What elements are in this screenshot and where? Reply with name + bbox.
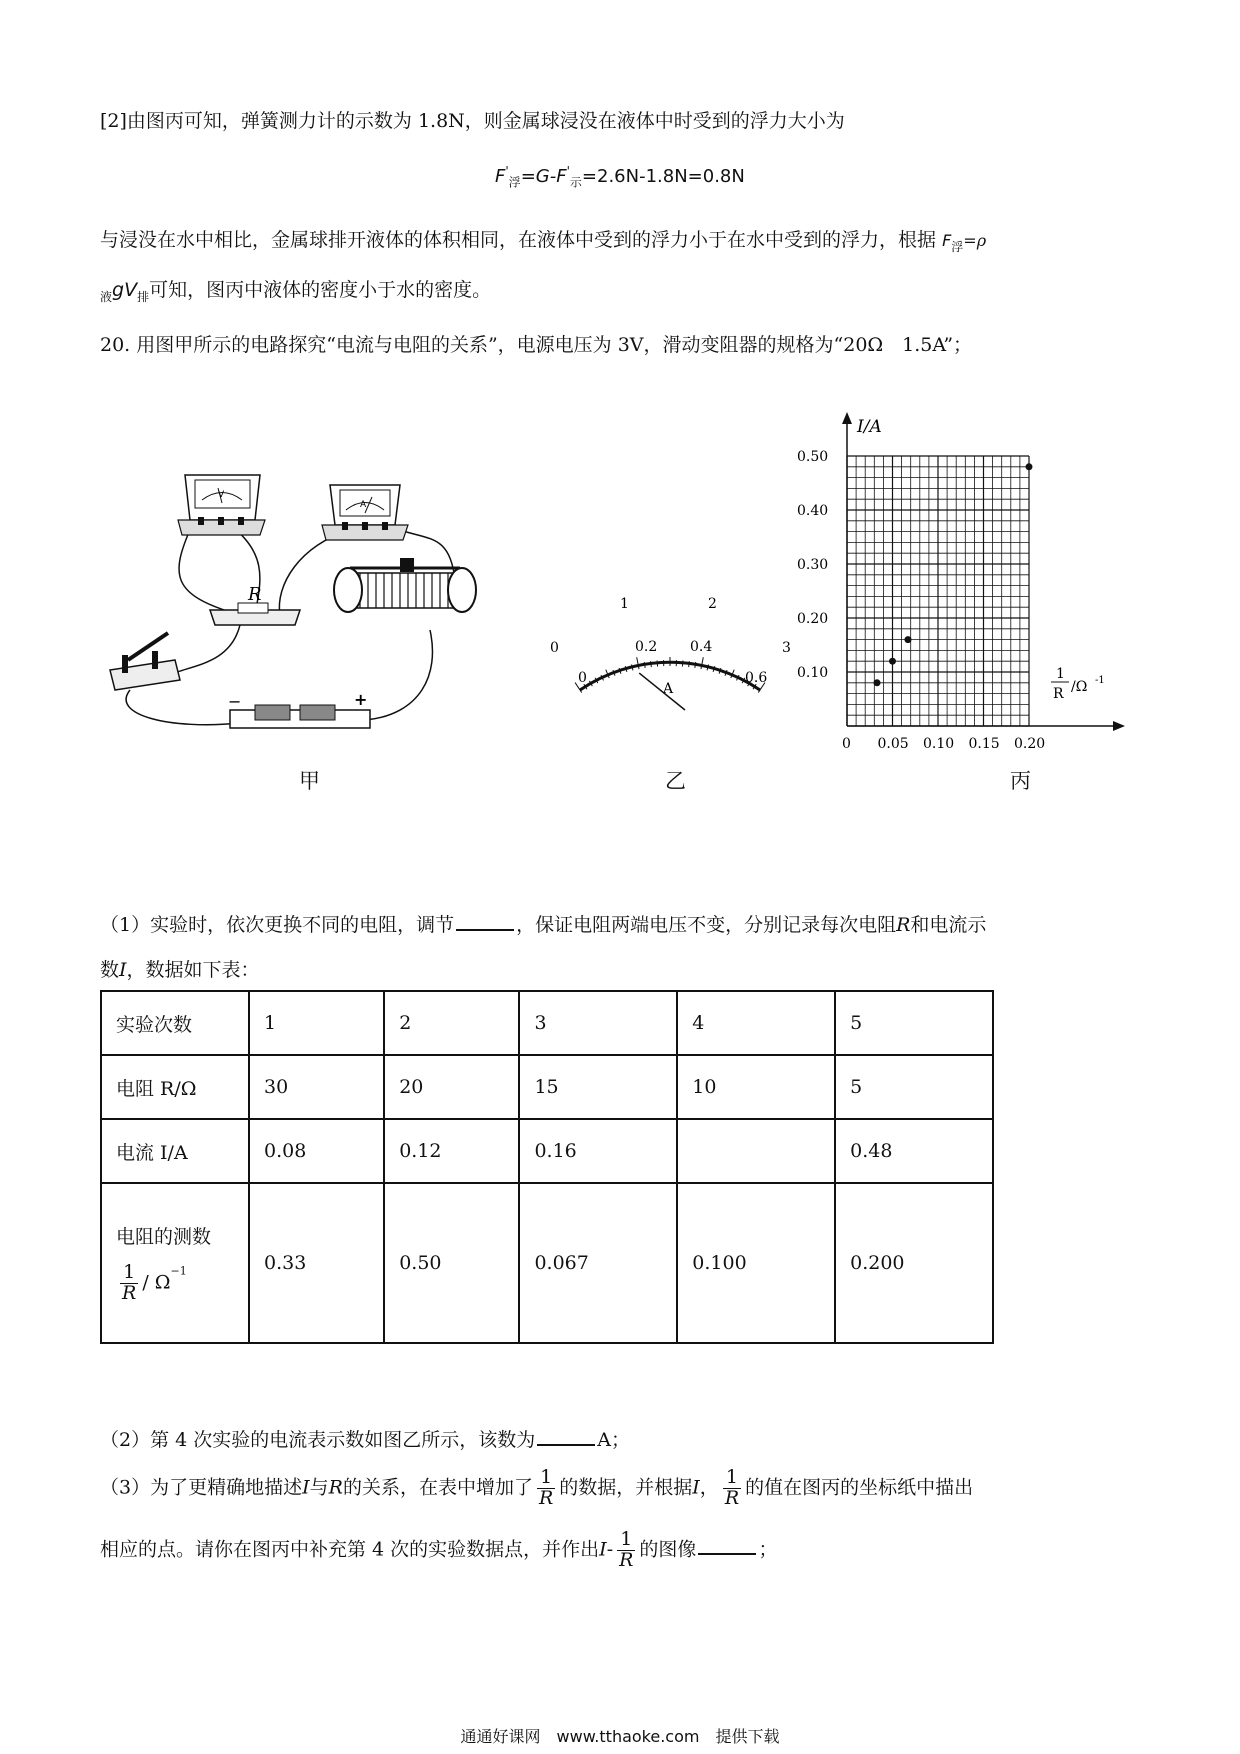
caption-bing: 丙	[1010, 769, 1031, 793]
inner-label-0: 0	[578, 670, 587, 686]
sub-question-3-line-2	[100, 1530, 777, 1571]
sub3-i-3: I	[599, 1538, 607, 1561]
scale-tick	[637, 657, 639, 669]
ammeter-scale-figure	[530, 580, 810, 730]
sub-question-3-line-1	[100, 1468, 973, 1509]
table-cell: 4	[677, 991, 835, 1055]
table-cell: 5	[835, 991, 993, 1055]
voltmeter-label: V	[218, 490, 225, 500]
data-point	[889, 658, 896, 665]
data-point	[874, 679, 881, 686]
sub1-line2-post: ，数据如下表：	[126, 959, 260, 981]
table-row-inverse-resistance	[101, 1183, 993, 1343]
table-cell: 0.16	[519, 1119, 677, 1183]
ammeter-label: A	[360, 500, 367, 510]
p2-gv: gV	[112, 279, 138, 301]
x-tick-label: 0.20	[1014, 736, 1046, 752]
table-cell: 1	[249, 991, 384, 1055]
inverse-r-unit: / Ω	[142, 1271, 171, 1294]
x-axis-label	[1051, 666, 1105, 702]
p2-f: F	[942, 231, 952, 250]
x-tick-label: 0.10	[923, 736, 955, 752]
p2-text-2: 可知，图丙中液体的密度小于水的密度。	[149, 279, 492, 301]
footer: 通通好课网 www.tthaoke.com 提供下载	[460, 1727, 780, 1746]
outer-label-3: 3	[782, 640, 791, 656]
battery-box	[228, 690, 370, 728]
table-cell: 电流 I/A	[101, 1119, 249, 1183]
table-cell: 0.33	[249, 1183, 384, 1343]
sub3-f: 的值在图丙的坐标纸中描出	[745, 1476, 974, 1499]
y-tick-label: 0.10	[797, 665, 829, 681]
sub1-post: ，保证电阻两端电压不变，分别记录每次电阻	[516, 914, 897, 936]
sub1-i: I	[119, 959, 127, 981]
answer-blank-3[interactable]	[698, 1535, 756, 1555]
inverse-r-fraction	[120, 1263, 138, 1304]
answer-blank-1[interactable]	[456, 911, 514, 931]
table-cell: 3	[519, 991, 677, 1055]
sub1-pre: （1）实验时，依次更换不同的电阻，调节	[100, 914, 455, 936]
sub-question-1-line-1	[100, 910, 986, 937]
table-cell: 0.50	[384, 1183, 519, 1343]
table-cell: 电阻 R/Ω	[101, 1055, 249, 1119]
sub1-r: R	[896, 914, 911, 936]
caption-jia: 甲	[299, 769, 320, 793]
sub1-line2-pre: 数	[100, 959, 120, 981]
sub3-r: R	[328, 1476, 343, 1499]
circuit-figure	[110, 455, 490, 755]
question-20: 20. 用图甲所示的电路探究“电流与电阻的关系”，电源电压为 3V，滑动变阻器的规格为“20Ω 1.5A”；	[100, 334, 973, 356]
table-cell: 0.08	[249, 1119, 384, 1183]
formula-f1: F	[495, 166, 506, 187]
table-cell: 10	[677, 1055, 835, 1119]
outer-label-2: 2	[708, 596, 717, 612]
x-tick-labels	[842, 736, 1045, 752]
data-point	[904, 636, 911, 643]
table-cell: 2	[384, 991, 519, 1055]
sub3-frac-1-den: R	[538, 1486, 554, 1509]
formula-sub-fu: 浮	[508, 175, 521, 190]
table-cell-inverse-r-label	[101, 1183, 249, 1343]
x-label-exp: -1	[1095, 675, 1105, 686]
sub-question-1-line-2	[100, 955, 260, 982]
p2-sub-ye: 液	[100, 289, 113, 304]
table-cell: 0.067	[519, 1183, 677, 1343]
resistor-label: R	[248, 584, 262, 605]
table-cell: 0.12	[384, 1119, 519, 1183]
sub3-e: ，	[699, 1476, 719, 1499]
para-2-text: 与浸没在水中相比，金属球排开液体的体积相同，在液体中受到的浮力小于在水中受到的浮力，根据	[100, 229, 937, 251]
inverse-r-frac-num: 1	[120, 1263, 138, 1284]
sub3-frac-2-num: 1	[723, 1468, 741, 1489]
sub3-i-2: I	[692, 1476, 700, 1499]
p2-sub-pai: 排	[137, 289, 150, 304]
inner-label-1: 0.2	[635, 639, 658, 655]
y-tick-label: 0.50	[797, 449, 829, 465]
outer-label-0: 0	[550, 640, 559, 656]
wire-1	[179, 525, 240, 615]
inverse-r-frac-den: R	[122, 1282, 137, 1304]
sub3-l2-a: 相应的点。请你在图丙中补充第 4 次的实验数据点，并作出	[100, 1538, 600, 1561]
battery-plus: +	[354, 690, 368, 709]
y-tick-label: 0.20	[797, 611, 829, 627]
sub3-l2-d: ；	[758, 1538, 778, 1561]
formula-rest: =2.6N-1.8N=0.8N	[581, 166, 745, 187]
x-tick-label: 0	[842, 736, 851, 752]
table-cell: 实验次数	[101, 991, 249, 1055]
wire-7	[365, 630, 432, 720]
sub2-post: A；	[597, 1429, 630, 1451]
sub3-l2-b: -	[606, 1538, 614, 1561]
inverse-r-label-text: 电阻的测数	[116, 1226, 212, 1249]
answer-blank-2[interactable]	[537, 1426, 595, 1446]
formula-prime-1: '	[505, 164, 509, 178]
data-point	[1026, 463, 1033, 470]
x-label-den: R	[1053, 686, 1064, 702]
sub3-frac-2-den: R	[724, 1486, 740, 1509]
sub3-frac-1	[537, 1468, 555, 1509]
sub3-i-1: I	[302, 1476, 310, 1499]
table-cell: 0.100	[677, 1183, 835, 1343]
inner-label-2: 0.4	[690, 639, 713, 655]
table-cell: 0.200	[835, 1183, 993, 1343]
x-tick-label: 0.15	[968, 736, 1000, 752]
x-label-num: 1	[1056, 666, 1065, 682]
para-2-line-1	[100, 225, 986, 255]
sub3-frac-3	[617, 1530, 635, 1571]
formula-eq-g: =G-	[520, 166, 557, 187]
battery-minus: −	[228, 692, 242, 711]
caption-yi: 乙	[665, 769, 686, 793]
x-axis-arrow	[1113, 721, 1125, 731]
para-1: [2]由图丙可知，弹簧测力计的示数为 1.8N，则金属球浸没在液体中时受到的浮力大小为	[100, 110, 845, 132]
table-row-resistance	[101, 1055, 993, 1119]
y-axis-label: I/A	[857, 417, 882, 437]
para-2-line-2	[100, 275, 491, 305]
sub3-b: 与	[309, 1476, 329, 1499]
sub3-c: 的关系，在表中增加了	[342, 1476, 533, 1499]
resistor	[210, 584, 300, 625]
sub3-frac-3-den: R	[619, 1548, 634, 1571]
formula-sub-shi: 示	[569, 175, 582, 190]
p2-sub-fu: 浮	[951, 239, 964, 254]
inner-label-3: 0.6	[745, 670, 768, 686]
y-tick-labels	[797, 449, 828, 681]
sub3-frac-1-num: 1	[537, 1468, 555, 1489]
y-axis-arrow	[842, 412, 852, 424]
table-cell: 0.48	[835, 1119, 993, 1183]
table-cell: 30	[249, 1055, 384, 1119]
inverse-r-exp: −1	[170, 1264, 187, 1278]
y-tick-label: 0.30	[797, 557, 829, 573]
sub1-and: 和电流示	[910, 914, 987, 936]
sub3-d: 的数据，并根据	[559, 1476, 693, 1499]
outer-label-1: 1	[620, 596, 629, 612]
rheostat	[334, 558, 476, 612]
table-cell: 5	[835, 1055, 993, 1119]
formula-f2: F	[556, 166, 567, 187]
sub3-frac-3-num: 1	[617, 1530, 635, 1551]
chart-grid	[847, 456, 1029, 726]
scale-tick	[689, 661, 690, 667]
table-cell: 20	[384, 1055, 519, 1119]
sub-question-2	[100, 1425, 630, 1452]
i-vs-inverse-r-chart	[795, 410, 1125, 752]
wire-5	[170, 625, 240, 675]
x-tick-label: 0.05	[877, 736, 909, 752]
scale-tick	[701, 657, 703, 669]
table-row-header	[101, 991, 993, 1055]
wire-6	[126, 690, 240, 725]
buoyancy-formula	[495, 164, 745, 191]
formula-prime-2: '	[566, 164, 570, 178]
sub3-frac-2	[723, 1468, 741, 1509]
voltmeter	[178, 475, 265, 535]
data-table	[100, 990, 994, 1344]
table-row-current	[101, 1119, 993, 1183]
sub3-l2-c: 的图像	[639, 1538, 697, 1561]
ammeter-unit: A	[663, 681, 674, 697]
x-label-unit: /Ω	[1071, 679, 1088, 695]
switch	[110, 633, 180, 690]
p2-eq-rho: =ρ	[963, 231, 987, 250]
table-cell[interactable]	[677, 1119, 835, 1183]
table-cell: 15	[519, 1055, 677, 1119]
ammeter	[322, 485, 408, 540]
y-tick-label: 0.40	[797, 503, 829, 519]
sub3-a: （3）为了更精确地描述	[100, 1476, 303, 1499]
sub2-pre: （2）第 4 次实验的电流表示数如图乙所示，该数为	[100, 1429, 536, 1451]
scale-tick	[651, 661, 652, 667]
